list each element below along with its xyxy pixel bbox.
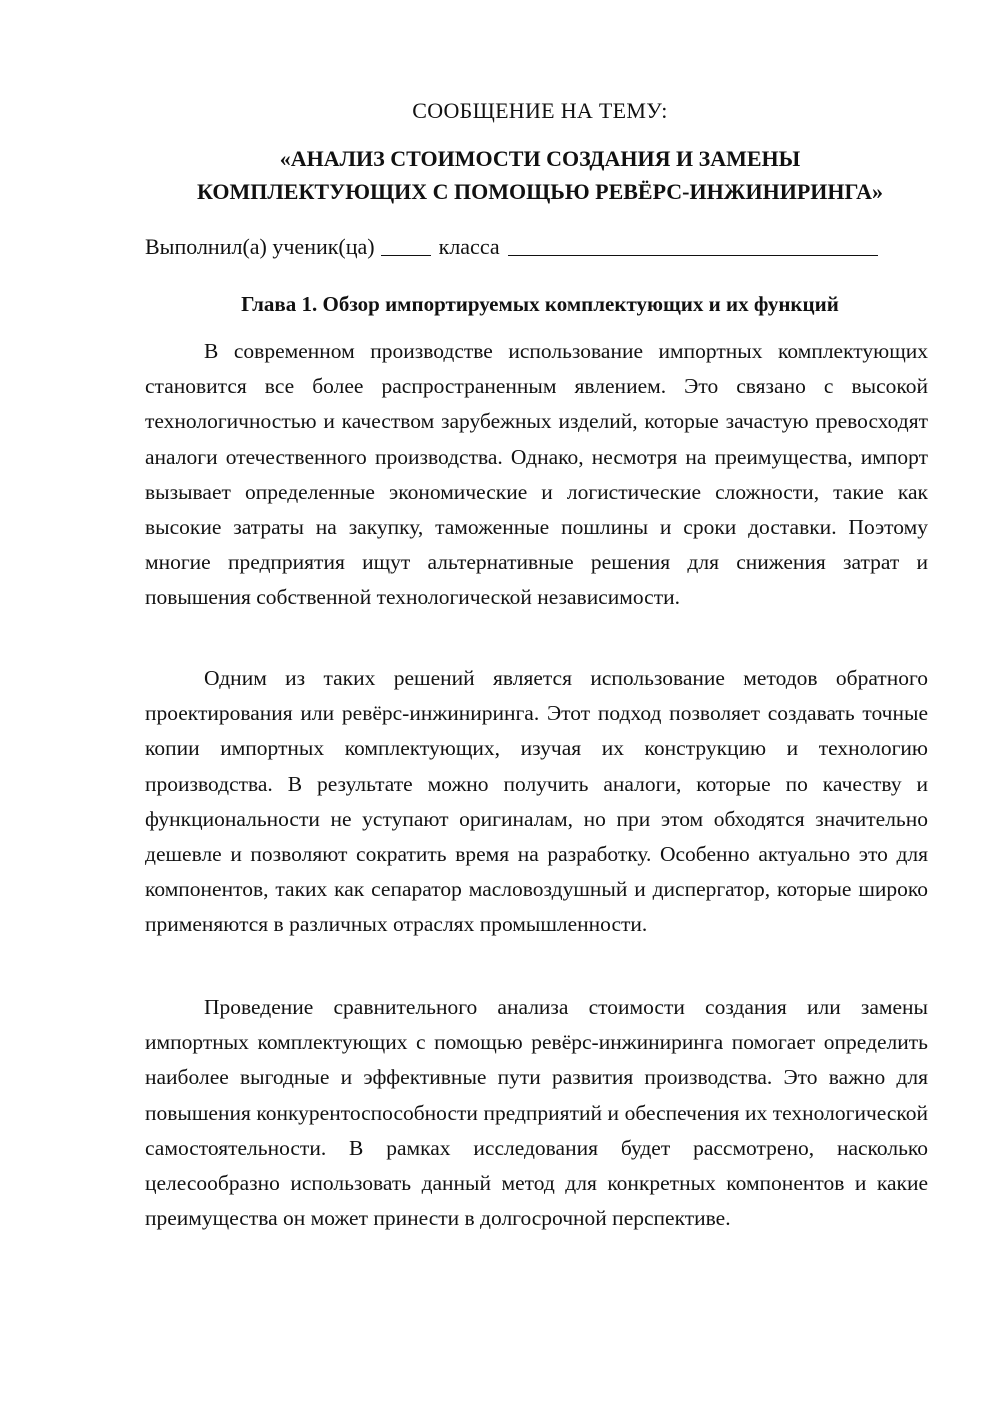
name-blank [508,233,878,256]
title-line-2: КОМПЛЕКТУЮЩИХ С ПОМОЩЬЮ РЕВЁРС-ИНЖИНИРИНГА» [197,179,883,204]
author-line [145,233,935,263]
chapter-heading: Глава 1. Обзор импортируемых комплектующих и их функций [241,292,839,316]
paragraph-1: В современном производстве использование импортных комплектующих становится все более распространенным явлением. Это связано с высокой технологичностью и качеством зарубежных изделий, которые зачастую превосходят аналоги отечественного производства. Однако, несмотря на преимущества, импорт вызывает определенные экономические и логистические сложности, такие как высокие затраты на закупку, таможенные пошлины и сроки доставки. Поэтому многие предприятия ищут альтернативные решения для снижения затрат и повышения собственной технологической независимости. [145,339,928,610]
title-line-1: «АНАЛИЗ СТОИМОСТИ СОЗДАНИЯ И ЗАМЕНЫ [279,146,801,171]
class-blank [381,233,431,256]
paragraph-2: Одним из таких решений является использование методов обратного проектирования или ревёрс-инжиниринга. Этот подход позволяет создавать точные копии импортных комплектующих, изучая их конструкцию и технологию производства. В результате можно получить аналоги, которые по качеству и функциональности не уступают оригиналам, но при этом обходятся значительно дешевле и позволяют сократить время на разработку. Особенно актуально это для компонентов, таких как сепаратор масловоздушный и диспергатор, которые широко применяются в различных отраслях промышленности. [145,666,928,937]
class-label: класса [438,234,500,259]
paragraph-3: Проведение сравнительного анализа стоимости создания или замены импортных комплектующих с помощью ревёрс-инжиниринга помогает определить наиболее выгодные и эффективные пути развития производства. Это важно для повышения конкурентоспособности предприятий и обеспечения их технологической самостоятельности. В рамках исследования будет рассмотрено, насколько целесообразно использовать данный метод для конкретных компонентов и какие преимущества он может принести в долгосрочной перспективе. [145,995,928,1231]
author-prefix: Выполнил(а) ученик(ца) [145,234,375,259]
topic-label: СООБЩЕНИЕ НА ТЕМУ: [412,98,668,123]
